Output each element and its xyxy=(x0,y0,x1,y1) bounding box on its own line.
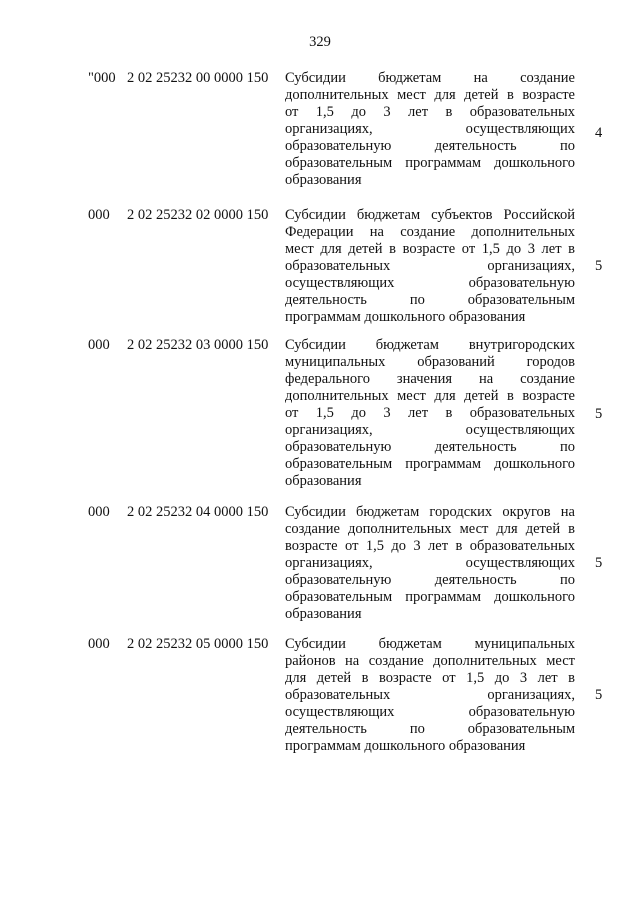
description-line: федерального значения на создание xyxy=(285,371,575,387)
admin-code: 000 xyxy=(88,504,110,520)
row-number: 5 xyxy=(595,687,603,703)
row-number: 5 xyxy=(595,555,603,571)
budget-classification-code: 2 02 25232 05 0000 150 xyxy=(127,636,269,652)
page-number: 329 xyxy=(309,34,331,50)
description-line: Субсидии бюджетам муниципальных xyxy=(285,636,575,652)
description-line: образования xyxy=(285,172,362,188)
description-line: организациях, осуществляющих xyxy=(285,422,575,438)
description-line: Субсидии бюджетам городских округов на xyxy=(285,504,575,520)
description-line: осуществляющих образовательную xyxy=(285,275,575,291)
description-line: Федерации на создание дополнительных xyxy=(285,224,575,240)
description-line: образовательную деятельность по xyxy=(285,439,575,455)
budget-classification-code: 2 02 25232 03 0000 150 xyxy=(127,337,269,353)
description-line: образовательным программам дошкольного xyxy=(285,456,575,472)
row-description xyxy=(285,207,575,326)
description-line: образовательным программам дошкольного xyxy=(285,589,575,605)
admin-code: "000 xyxy=(88,70,116,86)
row-description xyxy=(285,337,575,490)
description-line: образовательных организациях, xyxy=(285,687,575,703)
description-line: образования xyxy=(285,473,362,489)
admin-code: 000 xyxy=(88,337,110,353)
row-number: 5 xyxy=(595,258,603,274)
description-line: образовательных организациях, xyxy=(285,258,575,274)
row-number: 5 xyxy=(595,406,603,422)
description-line: от 1,5 до 3 лет в образовательных xyxy=(285,405,575,421)
description-line: организациях, осуществляющих xyxy=(285,121,575,137)
description-line: программам дошкольного образования xyxy=(285,738,526,754)
row-description xyxy=(285,636,575,755)
admin-code: 000 xyxy=(88,636,110,652)
description-line: возрасте от 1,5 до 3 лет в образовательных xyxy=(285,538,575,554)
budget-classification-code: 2 02 25232 04 0000 150 xyxy=(127,504,269,520)
description-line: дополнительных мест для детей в возрасте xyxy=(285,87,575,103)
description-line: Субсидии бюджетам на создание xyxy=(285,70,575,86)
description-line: районов на создание дополнительных мест xyxy=(285,653,575,669)
row-description xyxy=(285,504,575,623)
description-line: от 1,5 до 3 лет в образовательных xyxy=(285,104,575,120)
admin-code: 000 xyxy=(88,207,110,223)
description-line: Субсидии бюджетам субъектов Российской xyxy=(285,207,575,223)
description-line: деятельность по образовательным xyxy=(285,721,575,737)
description-line: организациях, осуществляющих xyxy=(285,555,575,571)
description-line: образовательную деятельность по xyxy=(285,572,575,588)
description-line: дополнительных мест для детей в возрасте xyxy=(285,388,575,404)
description-line: осуществляющих образовательную xyxy=(285,704,575,720)
description-line: образования xyxy=(285,606,362,622)
budget-classification-code: 2 02 25232 00 0000 150 xyxy=(127,70,269,86)
description-line: образовательным программам дошкольного xyxy=(285,155,575,171)
description-line: для детей в возрасте от 1,5 до 3 лет в xyxy=(285,670,575,686)
description-line: мест для детей в возрасте от 1,5 до 3 лет в xyxy=(285,241,575,257)
budget-classification-code: 2 02 25232 02 0000 150 xyxy=(127,207,269,223)
description-line: деятельность по образовательным xyxy=(285,292,575,308)
description-line: муниципальных образований городов xyxy=(285,354,575,370)
row-description xyxy=(285,70,575,189)
description-line: программам дошкольного образования xyxy=(285,309,526,325)
description-line: Субсидии бюджетам внутригородских xyxy=(285,337,575,353)
description-line: создание дополнительных мест для детей в xyxy=(285,521,575,537)
description-line: образовательную деятельность по xyxy=(285,138,575,154)
row-number: 4 xyxy=(595,125,603,141)
